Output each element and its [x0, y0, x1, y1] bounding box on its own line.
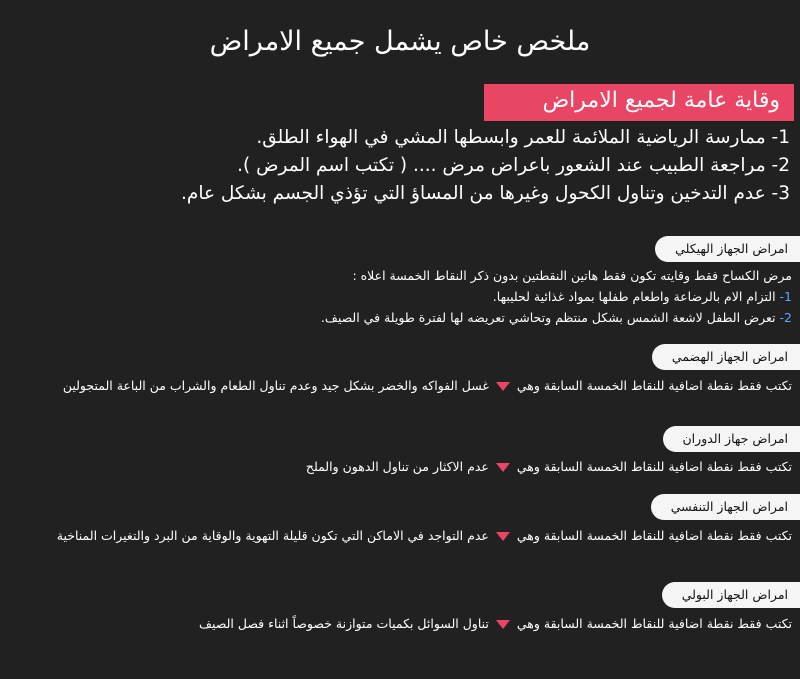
point-text: التزام الام بالرضاعة واطعام طفلها بمواد غذائية لحليبها. [492, 289, 776, 304]
down-triangle-icon [496, 620, 510, 629]
general-item-3: 3- عدم التدخين وتناول الكحول وغيرها من المساؤ التي تؤذي الجسم بشكل عام. [181, 183, 790, 204]
point-text: تناول السوائل بكميات متوازنة خصوصاً اثناء فصل الصيف [199, 616, 489, 631]
general-prevention-list [10, 124, 790, 208]
section-body-respiratory [52, 525, 792, 546]
general-item-2: 2- مراجعة الطبيب عند الشعور باعراض مرض .... ( تكتب اسم المرض ). [237, 155, 790, 176]
section-heading-circulatory: امراض جهاز الدوران [663, 426, 800, 452]
skeletal-intro: مرض الكساح فقط وقايته تكون فقط هاتين النقطتين بدون ذكر النقاط الخمسة اعلاه : [352, 268, 792, 283]
prefix-text: تكتب فقط نقطة اضافية للنقاط الخمسة السابقة وهي [516, 378, 792, 393]
prefix-text: تكتب فقط نقطة اضافية للنقاط الخمسة السابقة وهي [516, 528, 792, 543]
down-triangle-icon [496, 532, 510, 541]
prefix-text: تكتب فقط نقطة اضافية للنقاط الخمسة السابقة وهي [516, 459, 792, 474]
skeletal-point-2 [52, 307, 792, 328]
point-text: عدم التواجد في الاماكن التي تكون قليلة التهوية والوقاية من البرد والتغيرات المناخية [56, 528, 489, 543]
general-prevention-banner [484, 84, 794, 121]
prefix-text: تكتب فقط نقطة اضافية للنقاط الخمسة السابقة وهي [516, 616, 792, 631]
general-item-1: 1- ممارسة الرياضية الملائمة للعمر وابسطها المشي في الهواء الطلق. [256, 127, 790, 148]
section-body-digestive [52, 375, 792, 396]
section-heading-digestive: امراض الجهاز الهضمي [652, 344, 800, 370]
point-text: تعرض الطفل لاشعة الشمس بشكل منتظم وتحاشي تعريضه لها لفترة طويلة في الصيف. [320, 310, 776, 325]
point-number: 2- [779, 310, 792, 325]
general-prevention-heading: وقاية عامة لجميع الامراض [542, 88, 780, 113]
section-heading-skeletal: امراض الجهاز الهيكلي [655, 236, 800, 262]
down-triangle-icon [496, 463, 510, 472]
section-body-skeletal [52, 265, 792, 328]
section-heading-respiratory: امراض الجهاز التنفسي [651, 494, 800, 520]
skeletal-point-1 [52, 286, 792, 307]
page-title: ملخص خاص يشمل جميع الامراض [209, 26, 591, 57]
point-text: عدم الاكثار من تناول الدهون والملح [305, 459, 489, 474]
section-body-urinary [52, 613, 792, 634]
section-body-circulatory [52, 456, 792, 477]
section-heading-urinary: امراض الجهاز البولي [662, 582, 800, 608]
down-triangle-icon [496, 382, 510, 391]
point-number: 1- [779, 289, 792, 304]
point-text: غسل الفواكه والخضر بشكل جيد وعدم تناول الطعام والشراب من الباعة المتجولين [62, 378, 489, 393]
